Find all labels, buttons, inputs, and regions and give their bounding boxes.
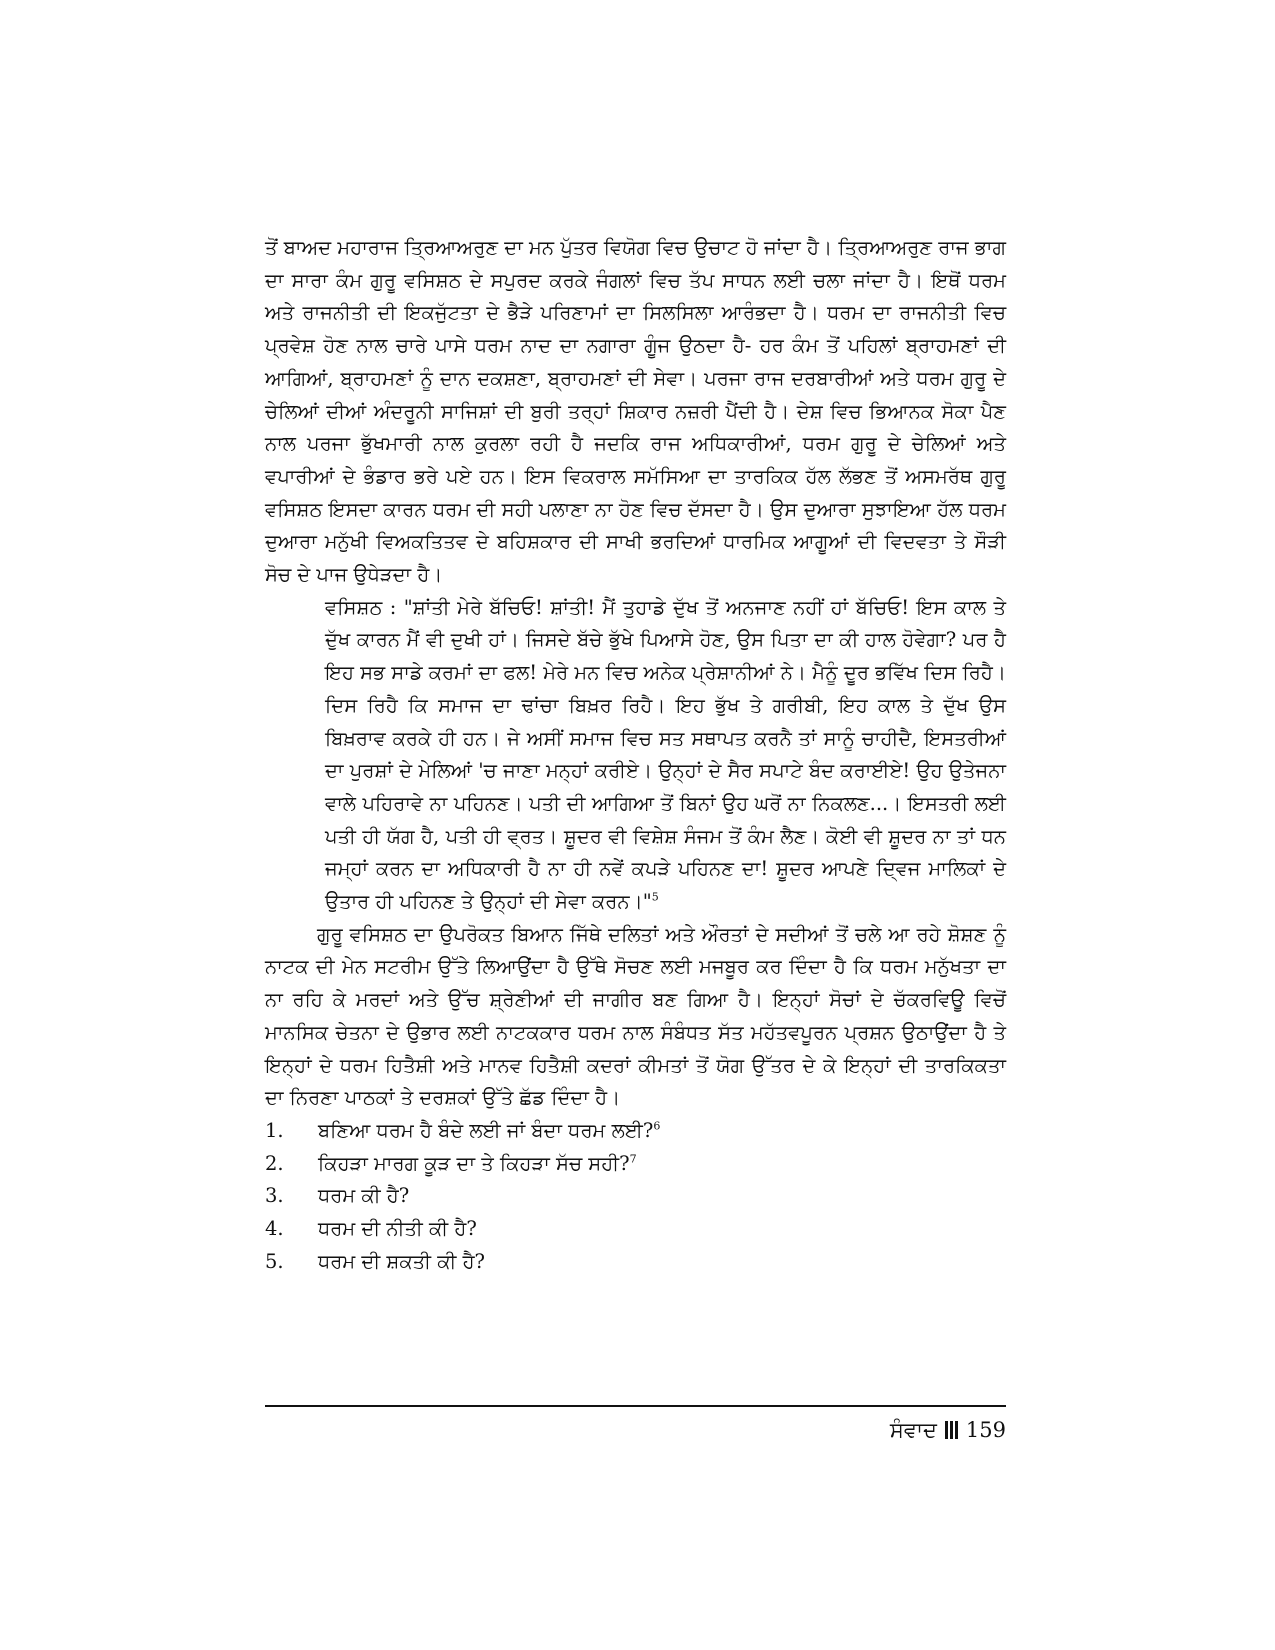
footer-divider (265, 1405, 1006, 1407)
footnote-marker: 7 (629, 1152, 637, 1166)
list-number: 1. (265, 1118, 284, 1142)
list-item (265, 1115, 1006, 1148)
question-list (265, 1115, 1006, 1279)
page-body (265, 232, 1006, 1279)
list-item (265, 1148, 1006, 1181)
list-text: ਧਰਮ ਦੀ ਸ਼ਕਤੀ ਕੀ ਹੈ? (318, 1249, 486, 1273)
list-text: ਕਿਹੜਾ ਮਾਰਗ ਕੂੜ ਦਾ ਤੇ ਕਿਹੜਾ ਸੱਚ ਸਹੀ?$^7$ (318, 1151, 637, 1175)
list-number: 3. (265, 1184, 284, 1208)
quote-text: ਵਸਿਸ਼ਠ : "ਸ਼ਾਂਤੀ ਮੇਰੇ ਬੱਚਿਓ! ਸ਼ਾਂਤੀ! ਮੈਂ ਤੁਹਾਡੇ ਦੁੱਖ ਤੋਂ ਅਨਜਾਣ ਨਹੀਂ ਹਾਂ ਬੱਚਿਓ! ਇਸ ਕਾਲ ਤੇ ਦੁੱਖ ਕਾਰਨ ਮੈਂ ਵੀ ਦੁਖੀ ਹਾਂ। ਜਿਸਦੇ ਬੱਚੇ ਭੁੱਖੇ ਪਿਆਸੇ ਹੋਣ, ਉਸ ਪਿਤਾ ਦਾ ਕੀ ਹਾਲ ਹੋਵੇਗਾ? ਪਰ ਹੈ ਇਹ ਸਭ ਸਾਡੇ ਕਰਮਾਂ ਦਾ ਫਲ! ਮੇਰੇ ਮਨ ਵਿਚ ਅਨੇਕ ਪ੍ਰੇਸ਼ਾਨੀਆਂ ਨੇ। ਮੈਨੂੰ ਦੂਰ ਭਵਿੱਖ ਦਿਸ ਰਿਹੈ। ਦਿਸ ਰਿਹੈ ਕਿ ਸਮਾਜ ਦਾ ਢਾਂਚਾ ਬਿਖ਼ਰ ਰਿਹੈ। ਇਹ ਭੁੱਖ ਤੇ ਗਰੀਬੀ, ਇਹ ਕਾਲ ਤੇ ਦੁੱਖ ਉਸ ਬਿਖ਼ਰਾਵ ਕਰਕੇ ਹੀ ਹਨ। ਜੇ ਅਸੀਂ ਸਮਾਜ ਵਿਚ ਸਤ ਸਥਾਪਤ ਕਰਨੈ ਤਾਂ ਸਾਨੂੰ ਚਾਹੀਦੈ, ਇਸਤਰੀਆਂ ਦਾ ਪੁਰਸ਼ਾਂ ਦੇ ਮੇਲਿਆਂ 'ਚ ਜਾਣਾ ਮਨ੍ਹਾਂ ਕਰੀਏ। ਉਨ੍ਹਾਂ ਦੇ ਸੈਰ ਸਪਾਟੇ ਬੰਦ ਕਰਾਈਏ! ਉਹ ਉਤੇਜਨਾ ਵਾਲੇ ਪਹਿਰਾਵੇ ਨਾ ਪਹਿਨਣ। ਪਤੀ ਦੀ ਆਗਿਆ ਤੋਂ ਬਿਨਾਂ ਉਹ ਘਰੋਂ ਨਾ ਨਿਕਲਣ...। ਇਸਤਰੀ ਲਈ ਪਤੀ ਹੀ ਯੱਗ ਹੈ, ਪਤੀ ਹੀ ਵ੍ਰਤ। ਸ਼ੂਦਰ ਵੀ ਵਿਸ਼ੇਸ਼ ਸੰਜਮ ਤੋਂ ਕੰਮ ਲੈਣ। ਕੋਈ ਵੀ ਸ਼ੂਦਰ ਨਾ ਤਾਂ ਧਨ ਜਮ੍ਹਾਂ ਕਰਨ ਦਾ ਅਧਿਕਾਰੀ ਹੈ ਨਾ ਹੀ ਨਵੇਂ ਕਪੜੇ ਪਹਿਨਣ ਦਾ! ਸ਼ੂਦਰ ਆਪਣੇ ਦ੍ਵਿਜ ਮਾਲਿਕਾਂ ਦੇ ਉਤਾਰ ਹੀ ਪਹਿਨਣ ਤੇ ਉਨ੍ਹਾਂ ਦੀ ਸੇਵਾ ਕਰਨ।" (325, 595, 1006, 914)
list-item (265, 1180, 1006, 1213)
paragraph-2: ਗੁਰੂ ਵਸਿਸ਼ਠ ਦਾ ਉਪਰੋਕਤ ਬਿਆਨ ਜਿੱਥੇ ਦਲਿਤਾਂ ਅਤੇ ਔਰਤਾਂ ਦੇ ਸਦੀਆਂ ਤੋਂ ਚਲੇ ਆ ਰਹੇ ਸ਼ੋਸ਼ਣ ਨੂੰ ਨਾਟਕ ਦੀ ਮੇਨ ਸਟਰੀਮ ਉੱਤੇ ਲਿਆਉਂਦਾ ਹੈ ਉੱਥੇ ਸੋਚਣ ਲਈ ਮਜਬੂਰ ਕਰ ਦਿੰਦਾ ਹੈ ਕਿ ਧਰਮ ਮਨੁੱਖਤਾ ਦਾ ਨਾ ਰਹਿ ਕੇ ਮਰਦਾਂ ਅਤੇ ਉੱਚ ਸ਼੍ਰੇਣੀਆਂ ਦੀ ਜਾਗੀਰ ਬਣ ਗਿਆ ਹੈ। ਇਨ੍ਹਾਂ ਸੋਚਾਂ ਦੇ ਚੱਕਰਵਿਊ ਵਿਚੋਂ ਮਾਨਸਿਕ ਚੇਤਨਾ ਦੇ ਉਭਾਰ ਲਈ ਨਾਟਕਕਾਰ ਧਰਮ ਨਾਲ ਸੰਬੰਧਤ ਸੱਤ ਮਹੱਤਵਪੂਰਨ ਪ੍ਰਸ਼ਨ ਉਠਾਉਂਦਾ ਹੈ ਤੇ ਇਨ੍ਹਾਂ ਦੇ ਧਰਮ ਹਿਤੈਸ਼ੀ ਅਤੇ ਮਾਨਵ ਹਿਤੈਸ਼ੀ ਕਦਰਾਂ ਕੀਮਤਾਂ ਤੋਂ ਯੋਗ ਉੱਤਰ ਦੇ ਕੇ ਇਨ੍ਹਾਂ ਦੀ ਤਾਰਕਿਕਤਾ ਦਾ ਨਿਰਣਾ ਪਾਠਕਾਂ ਤੇ ਦਰਸ਼ਕਾਂ ਉੱਤੇ ਛੱਡ ਦਿੰਦਾ ਹੈ। (265, 922, 1006, 1110)
page-number: 159 (965, 1418, 1006, 1442)
triple-bar-icon (945, 1421, 958, 1439)
footnote-marker: 6 (653, 1119, 661, 1133)
footnote-marker-5: 5 (651, 890, 659, 904)
page-footer (890, 1415, 1006, 1445)
list-number: 2. (265, 1151, 284, 1175)
list-text: ਬਣਿਆ ਧਰਮ ਹੈ ਬੰਦੇ ਲਈ ਜਾਂ ਬੰਦਾ ਧਰਮ ਲਈ?$^6$ (318, 1118, 661, 1142)
list-item (265, 1246, 1006, 1279)
list-text: ਧਰਮ ਦੀ ਨੀਤੀ ਕੀ ਹੈ? (318, 1217, 477, 1241)
paragraph-1: ਤੋਂ ਬਾਅਦ ਮਹਾਰਾਜ ਤ੍ਰਿਆਅਰੁਣ ਦਾ ਮਨ ਪੁੱਤਰ ਵਿਯੋਗ ਵਿਚ ਉਚਾਟ ਹੋ ਜਾਂਦਾ ਹੈ। ਤ੍ਰਿਆਅਰੁਣ ਰਾਜ ਭਾਗ ਦਾ ਸਾਰਾ ਕੰਮ ਗੁਰੂ ਵਸਿਸ਼ਠ ਦੇ ਸਪੁਰਦ ਕਰਕੇ ਜੰਗਲਾਂ ਵਿਚ ਤੱਪ ਸਾਧਨ ਲਈ ਚਲਾ ਜਾਂਦਾ ਹੈ। ਇਥੋਂ ਧਰਮ ਅਤੇ ਰਾਜਨੀਤੀ ਦੀ ਇਕਜੁੱਟਤਾ ਦੇ ਭੈੜੇ ਪਰਿਣਾਮਾਂ ਦਾ ਸਿਲਸਿਲਾ ਆਰੰਭਦਾ ਹੈ। ਧਰਮ ਦਾ ਰਾਜਨੀਤੀ ਵਿਚ ਪ੍ਰਵੇਸ਼ ਹੋਣ ਨਾਲ ਚਾਰੇ ਪਾਸੇ ਧਰਮ ਨਾਦ ਦਾ ਨਗਾਰਾ ਗੂੰਜ ਉਠਦਾ ਹੈ- ਹਰ ਕੰਮ ਤੋਂ ਪਹਿਲਾਂ ਬ੍ਰਾਹਮਣਾਂ ਦੀ ਆਗਿਆਂ, ਬ੍ਰਾਹਮਣਾਂ ਨੂੰ ਦਾਨ ਦਕਸ਼ਣਾ, ਬ੍ਰਾਹਮਣਾਂ ਦੀ ਸੇਵਾ। ਪਰਜਾ ਰਾਜ ਦਰਬਾਰੀਆਂ ਅਤੇ ਧਰਮ ਗੁਰੂ ਦੇ ਚੇਲਿਆਂ ਦੀਆਂ ਅੰਦਰੂਨੀ ਸਾਜਿਸ਼ਾਂ ਦੀ ਬੁਰੀ ਤਰ੍ਹਾਂ ਸ਼ਿਕਾਰ ਨਜ਼ਰੀ ਪੈਂਦੀ ਹੈ। ਦੇਸ਼ ਵਿਚ ਭਿਆਨਕ ਸੋਕਾ ਪੈਣ ਨਾਲ ਪਰਜਾ ਭੁੱਖਮਾਰੀ ਨਾਲ ਕੁਰਲਾ ਰਹੀ ਹੈ ਜਦਕਿ ਰਾਜ ਅਧਿਕਾਰੀਆਂ, ਧਰਮ ਗੁਰੂ ਦੇ ਚੇਲਿਆਂ ਅਤੇ ਵਪਾਰੀਆਂ ਦੇ ਭੰਡਾਰ ਭਰੇ ਪਏ ਹਨ। ਇਸ ਵਿਕਰਾਲ ਸਮੱਸਿਆ ਦਾ ਤਾਰਕਿਕ ਹੱਲ ਲੱਭਣ ਤੋਂ ਅਸਮਰੱਥ ਗੁਰੂ ਵਸਿਸ਼ਠ ਇਸਦਾ ਕਾਰਨ ਧਰਮ ਦੀ ਸਹੀ ਪਲਾਣਾ ਨਾ ਹੋਣ ਵਿਚ ਦੱਸਦਾ ਹੈ। ਉਸ ਦੁਆਰਾ ਸੁਝਾਇਆ ਹੱਲ ਧਰਮ ਦੁਆਰਾ ਮਨੁੱਖੀ ਵਿਅਕਤਿਤਵ ਦੇ ਬਹਿਸ਼ਕਾਰ ਦੀ ਸਾਖੀ ਭਰਦਿਆਂ ਧਾਰਮਿਕ ਆਗੂਆਂ ਦੀ ਵਿਦਵਤਾ ਤੇ ਸੌੜੀ ਸੋਚ ਦੇ ਪਾਜ ਉਧੇੜਦਾ ਹੈ। (265, 236, 1006, 587)
list-text: ਧਰਮ ਕੀ ਹੈ? (318, 1184, 410, 1208)
running-title: ਸੰਵਾਦ (889, 1418, 937, 1442)
list-item (265, 1213, 1006, 1246)
block-quote (325, 592, 1006, 919)
list-number: 5. (265, 1249, 284, 1273)
list-number: 4. (265, 1217, 284, 1241)
